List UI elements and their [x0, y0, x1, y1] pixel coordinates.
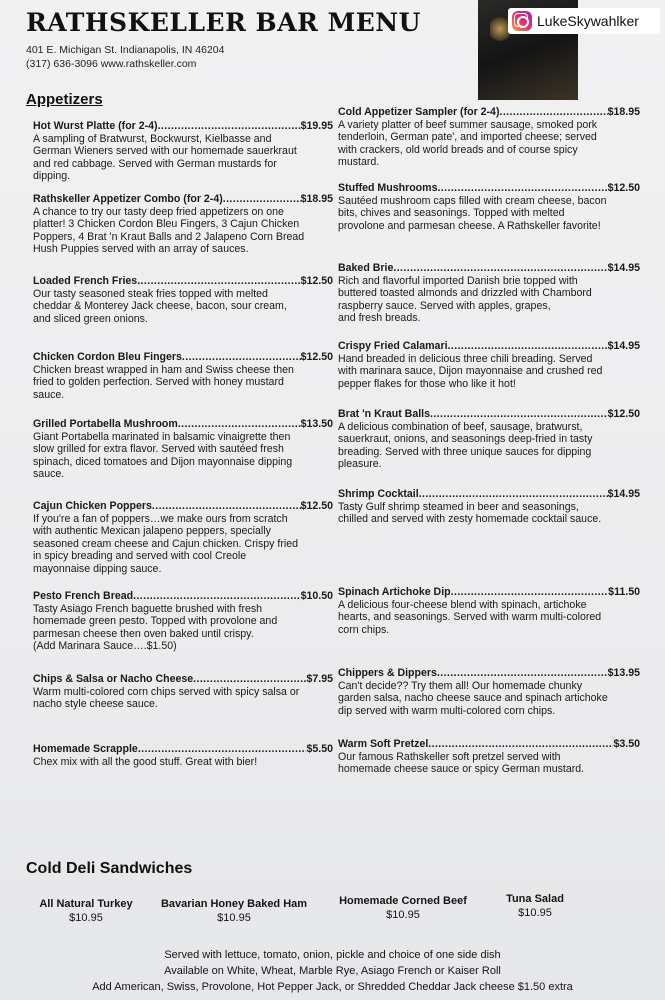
appetizer-name: Chippers & Dippers: [338, 667, 437, 679]
appetizer-description: Rich and flavorful imported Danish brie topped with buttered toasted almonds and drizzled with Chambord raspberry sauce. Served with apples, grapes, and fresh breads.: [338, 274, 592, 325]
appetizer-price: $18.95: [607, 106, 640, 118]
appetizer-name: Chicken Cordon Bleu Fingers: [33, 351, 182, 363]
leader-dots: [448, 340, 608, 353]
deli-item-price: $10.95: [217, 912, 251, 924]
appetizer-item: [338, 586, 640, 636]
appetizer-header: [338, 408, 640, 421]
leader-dots: [437, 182, 607, 195]
appetizer-name: Crispy Fried Calamari: [338, 340, 448, 352]
appetizer-item: [33, 673, 333, 711]
deli-item-name: All Natural Turkey: [39, 898, 133, 910]
appetizer-name: Brat 'n Kraut Balls: [338, 408, 430, 420]
appetizer-header: [33, 500, 333, 513]
appetizer-name: Loaded French Fries: [33, 275, 138, 287]
appetizer-price: $12.50: [300, 275, 333, 287]
appetizer-name: Cold Appetizer Sampler (for 2-4): [338, 106, 500, 118]
appetizer-item: [33, 743, 333, 768]
appetizer-price: $12.50: [607, 408, 640, 420]
appetizer-item: [338, 488, 640, 526]
appetizer-header: [338, 586, 640, 599]
appetizer-item: [338, 408, 640, 471]
leader-dots: [437, 667, 608, 680]
appetizer-price: $12.50: [300, 351, 333, 363]
appetizer-price: $12.50: [300, 500, 333, 512]
appetizer-item: [33, 193, 333, 256]
appetizer-price: $3.50: [613, 738, 640, 750]
appetizer-item: [338, 340, 640, 390]
appetizer-header: [33, 351, 333, 364]
appetizer-description: Our famous Rathskeller soft pretzel served with homemade cheese sauce or spicy German mustard.: [338, 750, 585, 776]
contact-line: (317) 636-3096 www.rathskeller.com: [26, 58, 197, 70]
appetizer-price: $18.95: [300, 193, 333, 205]
appetizer-item: [33, 590, 333, 653]
appetizer-header: [33, 193, 333, 206]
appetizer-price: $7.95: [306, 673, 333, 685]
deli-item-name: Tuna Salad: [506, 893, 564, 905]
leader-dots: [419, 488, 608, 501]
leader-dots: [428, 738, 613, 751]
deli-item-name: Bavarian Honey Baked Ham: [160, 898, 308, 910]
appetizer-header: [338, 667, 640, 680]
appetizer-description: Hand breaded in delicious three chili breading. Served with marinara sauce, Dijon mayonnaise and crushed red pepper flakes for those who like it hot!: [338, 352, 603, 390]
appetizer-price: $13.50: [300, 418, 333, 430]
appetizer-header: [33, 275, 333, 288]
appetizer-description: A delicious four-cheese blend with spinach, artichoke hearts, and seasonings. Served with warm multi-colored corn chips.: [338, 598, 602, 636]
appetizer-description: Tasty Gulf shrimp steamed in beer and seasonings, chilled and served with zesty homemade cocktail sauce.: [338, 500, 602, 526]
appetizer-name: Spinach Artichoke Dip: [338, 586, 451, 598]
appetizer-description: Our tasty seasoned steak fries topped with melted cheddar & Monterey Jack cheese, bacon, sour cream, and sliced green onions.: [33, 287, 287, 325]
appetizer-price: $12.50: [607, 182, 640, 194]
deli-item: [492, 892, 578, 920]
leader-dots: [451, 586, 609, 599]
appetizer-price: $14.95: [607, 488, 640, 500]
appetizer-price: $14.95: [607, 340, 640, 352]
appetizer-price: $5.50: [306, 743, 333, 755]
appetizer-header: [338, 106, 640, 119]
appetizer-item: [33, 275, 333, 325]
instagram-handle: LukeSkywahlker: [537, 13, 639, 29]
appetizer-name: Cajun Chicken Poppers: [33, 500, 152, 512]
deli-heading: Cold Deli Sandwiches: [26, 860, 193, 877]
appetizers-heading: Appetizers: [26, 91, 103, 108]
appetizer-description: A sampling of Bratwurst, Bockwurst, Kielbasse and German Wieners served with our homemade sauerkraut and red cabbage. Served with German mustards for dipping.: [33, 132, 297, 183]
deli-item-price: $10.95: [69, 912, 103, 924]
appetizer-description: Chex mix with all the good stuff. Great with bier!: [33, 755, 258, 768]
appetizer-description: A variety platter of beef summer sausage, smoked pork tenderloin, German pate', and imported cheese; served with crackers, old world breads and of course spicy mustard.: [338, 118, 598, 169]
leader-dots: [138, 743, 307, 756]
instagram-watermark: [508, 8, 660, 34]
leader-dots: [393, 262, 607, 275]
appetizer-item: [33, 120, 333, 183]
appetizer-name: Hot Wurst Platte (for 2-4): [33, 120, 158, 132]
appetizer-name: Shrimp Cocktail: [338, 488, 419, 500]
appetizer-price: $10.50: [300, 590, 333, 602]
leader-dots: [182, 351, 301, 364]
appetizer-name: Chips & Salsa or Nacho Cheese: [33, 673, 194, 685]
deli-item: [150, 897, 318, 925]
leader-dots: [193, 673, 306, 686]
appetizer-description: Chicken breast wrapped in ham and Swiss cheese then fried to golden perfection. Served with honey mustard sauce.: [33, 363, 294, 401]
lamp-glow: [490, 14, 510, 44]
appetizer-name: Rathskeller Appetizer Combo (for 2-4): [33, 193, 223, 205]
appetizer-item: [338, 182, 640, 232]
appetizer-header: [33, 418, 333, 431]
appetizer-name: Homemade Scrapple: [33, 743, 138, 755]
instagram-icon: [512, 11, 532, 31]
deli-item-price: $10.95: [386, 909, 420, 921]
leader-dots: [137, 275, 300, 288]
appetizer-name: Pesto French Bread: [33, 590, 134, 602]
appetizer-price: $11.50: [608, 586, 640, 598]
appetizer-description: A chance to try our tasty deep fried appetizers on one platter! 3 Chicken Cordon Bleu Fingers, 3 Cajun Chicken Poppers, 4 Brat 'n Kraut Balls and 2 Jalapeno Corn Bread Hush Puppies served with an array of sauces.: [33, 205, 305, 256]
appetizer-header: [33, 120, 333, 133]
appetizer-item: [33, 418, 333, 481]
leader-dots: [430, 408, 608, 421]
leader-dots: [178, 418, 301, 431]
appetizer-header: [338, 262, 640, 275]
address-line: 401 E. Michigan St. Indianapolis, IN 46204: [26, 44, 225, 56]
appetizer-item: [33, 351, 333, 401]
deli-item-price: $10.95: [518, 907, 552, 919]
appetizer-description: Giant Portabella marinated in balsamic vinaigrette then slow grilled for extra flavor. Served with sautéed fresh spinach, diced tomatoes and Dijon mayonnaise dipping sauce.: [33, 430, 293, 481]
deli-item-name: Homemade Corned Beef: [339, 895, 467, 907]
appetizer-item: [33, 500, 333, 576]
appetizer-price: $13.95: [607, 667, 640, 679]
appetizer-item: [338, 667, 640, 717]
appetizer-name: Grilled Portabella Mushroom: [33, 418, 178, 430]
appetizer-header: [338, 340, 640, 353]
deli-item: [328, 894, 478, 922]
appetizer-header: [338, 738, 640, 751]
appetizer-description: A delicious combination of beef, sausage, bratwurst, sauerkraut, onions, and seasonings deep-fried in tasty breading. Served with three unique sauces for dipping pleasure.: [338, 420, 593, 471]
leader-dots: [223, 193, 301, 206]
leader-dots: [158, 120, 301, 133]
appetizer-item: [338, 106, 640, 169]
appetizer-name: Baked Brie: [338, 262, 394, 274]
appetizer-header: [33, 743, 333, 756]
appetizer-item: [338, 738, 640, 776]
appetizer-item: [338, 262, 640, 325]
appetizer-header: [33, 590, 333, 603]
leader-dots: [133, 590, 301, 603]
appetizer-description: If you're a fan of poppers…we make ours from scratch with authentic Mexican jalapeno peppers, specially seasoned cream cheese and Cajun chicken. Crispy fried in spicy breading and served with cool Creole mayonnaise dipping sauce.: [33, 512, 298, 575]
appetizer-description: Warm multi-colored corn chips served with spicy salsa or nacho style cheese sauce.: [33, 685, 300, 711]
appetizer-name: Warm Soft Pretzel: [338, 738, 429, 750]
appetizer-header: [33, 673, 333, 686]
leader-dots: [499, 106, 607, 119]
appetizer-price: $14.95: [607, 262, 640, 274]
menu-title: RATHSKELLER BAR MENU: [26, 8, 421, 37]
appetizer-description: Can't decide?? Try them all! Our homemade chunky garden salsa, nacho cheese sauce and spinach artichoke dip served with warm multi-colored corn chips.: [338, 679, 608, 717]
deli-note: Available on White, Wheat, Marble Rye, Asiago French or Kaiser Roll: [164, 965, 501, 977]
appetizer-name: Stuffed Mushrooms: [338, 182, 438, 194]
deli-item: [30, 897, 142, 925]
appetizer-description: Sautéed mushroom caps filled with cream cheese, bacon bits, chives and seasonings. Topped with melted provolone and parmesan cheese. A Rathskeller favorite!: [338, 194, 607, 232]
appetizer-description: Tasty Asiago French baguette brushed with fresh homemade green pesto. Topped with provolone and parmesan cheese then oven baked until crispy. (Add Marinara Sauce….$1.50): [33, 602, 278, 653]
appetizer-header: [338, 182, 640, 195]
appetizer-price: $19.95: [300, 120, 333, 132]
leader-dots: [152, 500, 301, 513]
appetizer-header: [338, 488, 640, 501]
deli-note: Served with lettuce, tomato, onion, pickle and choice of one side dish: [164, 949, 501, 961]
deli-note: Add American, Swiss, Provolone, Hot Pepper Jack, or Shredded Cheddar Jack cheese $1.50 extra: [92, 981, 573, 993]
